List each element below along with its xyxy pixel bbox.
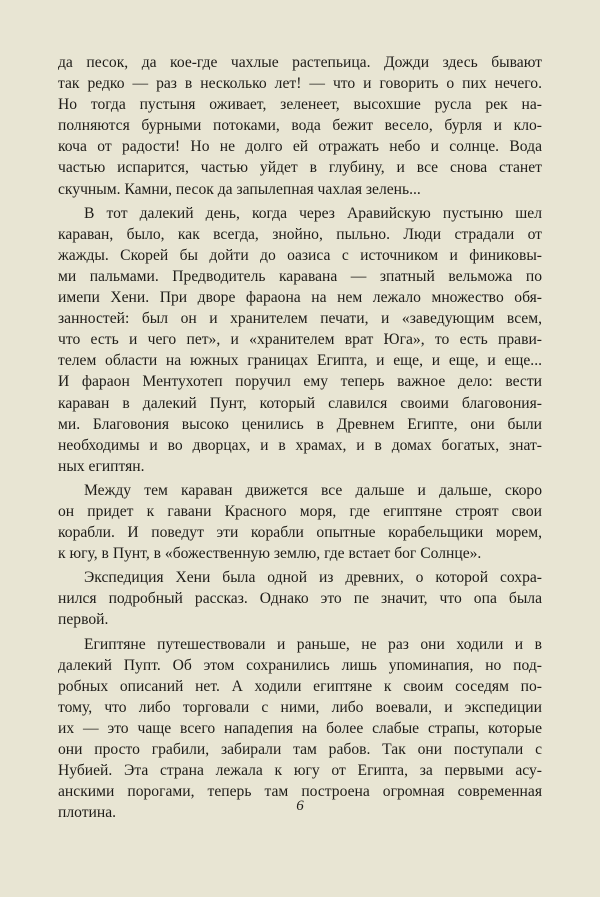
- text-line: он придет к гавани Красного моря, где египтяне строят свои: [58, 502, 542, 520]
- text-line: Но тогда пустыня оживает, зеленеет, высохшие русла рек на-: [58, 96, 542, 114]
- text-line: ных египтян.: [58, 457, 145, 475]
- text-line: робных описаний нет. А ходили египтяне к своим соседям по-: [58, 677, 542, 695]
- text-line: караван в далекий Пунт, который славился своими благовония-: [58, 394, 542, 412]
- text-line: необходимы и во дворцах, и в храмах, и в домах богатых, знат-: [58, 436, 542, 454]
- text-line: корабли. И поведут эти корабли опытные корабельщики морем,: [58, 524, 542, 542]
- text-line: занностей: был он и хранителем печати, и «заведующим всем,: [58, 310, 542, 328]
- text-line: телем области на южных границах Египта, и еще, и еще, и еще...: [58, 352, 542, 370]
- text-line: первой.: [58, 611, 109, 629]
- text-line: Нубией. Эта страна лежала к югу от Египта, за первыми асу-: [58, 762, 542, 780]
- text-line: тому, что либо торговали с ними, либо воевали, и экспедиции: [58, 698, 542, 716]
- text-line: их — это чаще всего нападепия на более слабые страпы, которые: [58, 719, 542, 737]
- text-line: ми пальмами. Предводитель каравана — зпатный вельможа по: [58, 267, 542, 285]
- text-line: имепи Хени. При дворе фараона на нем лежало множество обя-: [58, 289, 542, 307]
- text-line: к югу, в Пунт, в «божественную землю, где встает бог Солнце».: [58, 545, 482, 563]
- text-line: караван, было, как всегда, знойно, пыльно. Люди страдали от: [58, 225, 542, 243]
- text-line: В тот далекий день, когда через Аравийскую пустыню шел: [84, 204, 542, 222]
- text-line: так редко — раз в несколько лет! — что и говорить о пих нечего.: [58, 75, 542, 93]
- text-line: жажды. Скорей бы дойти до оазиса с источником и финиковы-: [58, 246, 542, 264]
- text-line: Египтяне путешествовали и раньше, не раз они ходили и в: [84, 635, 542, 653]
- text-line: Между тем караван движется все дальше и дальше, скоро: [84, 481, 542, 499]
- text-line: скучным. Камни, песок да запылепная чахлая зелень...: [58, 180, 421, 198]
- text-line: плотина.: [58, 804, 117, 822]
- paragraph: [58, 567, 542, 630]
- text-line: нился подробный рассказ. Однако это пе значит, что опа была: [58, 590, 542, 608]
- paragraph: [58, 52, 542, 200]
- page-body: [58, 52, 542, 826]
- text-line: да песок, да кое-где чахлые растепьица. Дожди здесь бывают: [58, 54, 542, 71]
- text-line: коча от радости! Но не долго ей отражать небо и солнце. Вода: [58, 138, 542, 156]
- text-line: далекий Пупт. Об этом сохранились лишь упоминапия, но под-: [58, 656, 542, 674]
- paragraph: [58, 203, 542, 477]
- text-line: И фараон Ментухотеп поручил ему теперь важное дело: вести: [58, 373, 542, 391]
- text-line: полняются бурными потоками, вода бежит весело, бурля и кло-: [58, 117, 542, 135]
- text-line: что есть и чего пет», и «хранителем врат Юга», то есть прави-: [58, 331, 542, 349]
- text-line: они просто грабили, забирали там рабов. Так они поступали с: [58, 741, 542, 758]
- paragraph: [58, 480, 542, 564]
- text-line: Экспедиция Хени была одной из древних, о которой сохра-: [84, 569, 542, 587]
- paragraph: [58, 634, 542, 824]
- text-line: ми. Благовония высоко ценились в Древнем Египте, они были: [58, 415, 542, 433]
- text-line: частью испарится, частью уйдет в глубину, и все снова станет: [58, 159, 542, 177]
- page-number: 6: [296, 798, 304, 814]
- text-line: анскими порогами, теперь там построена огромная современная: [58, 783, 542, 801]
